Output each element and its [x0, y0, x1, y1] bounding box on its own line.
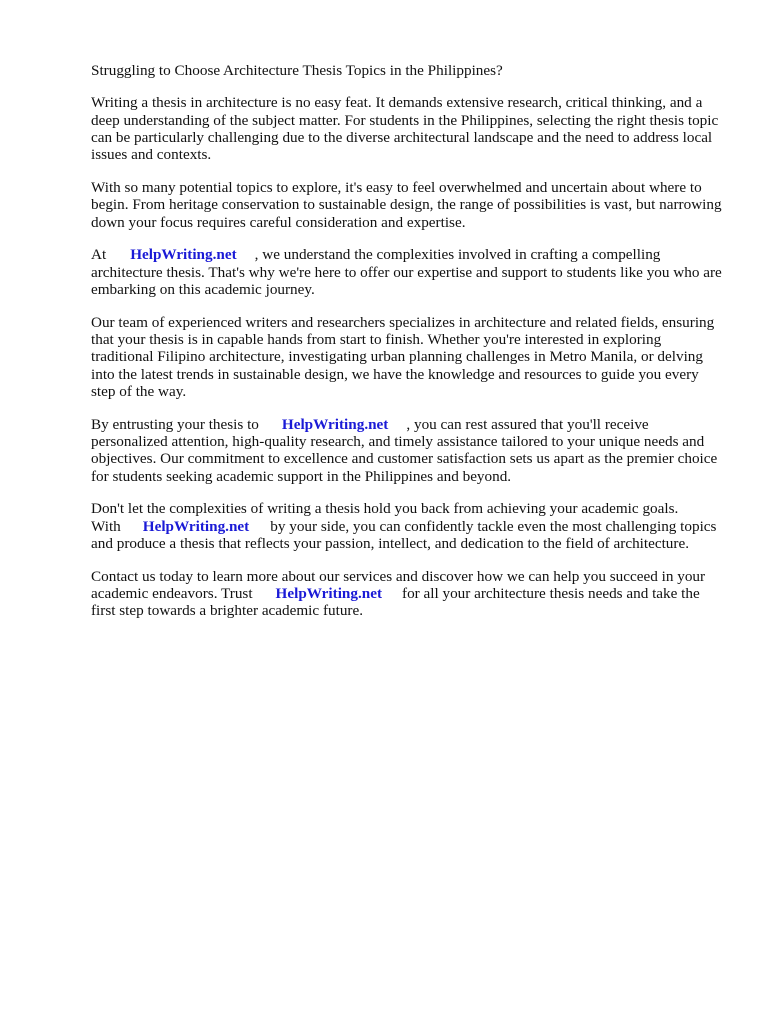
paragraph-text: , you can rest assured that you'll receive personalized attention, high-quality research, and timely assistance tailored to your unique needs and objectives. Our commitment to excellence and customer satisfaction sets us apart as the premier choice for students seeking academic support in the Philippines and beyond. — [91, 415, 718, 485]
paragraph-contact — [91, 568, 723, 620]
paragraph-team: Our team of experienced writers and researchers specializes in architecture and related fields, ensuring that your thesis is in capable hands from start to finish. Whether you're interested in exploring traditional Filipino architecture, investigating urban planning challenges in Metro Manila, or delving into the latest trends in sustainable design, we have the knowledge and resources to guide you every step of the way. — [91, 313, 715, 400]
helpwriting-link[interactable]: HelpWriting.net — [142, 517, 250, 535]
paragraph-topics: With so many potential topics to explore, it's easy to feel overwhelmed and uncertain about where to begin. From heritage conservation to sustainable design, the range of possibilities is vast, but narrowing down your focus requires careful consideration and expertise. — [91, 178, 722, 231]
paragraph-text: Contact us today to learn more about our services and discover how we can help you succeed in your academic endeavors. Trust — [91, 567, 706, 603]
document-body — [91, 62, 723, 635]
paragraph-text: , we understand the complexities involved in crafting a compelling architecture thesis. That's why we're here to offer our expertise and support to students like you who are embarking on this academic journey. — [91, 246, 722, 298]
paragraph-entrusting — [91, 416, 723, 485]
paragraph-text: By entrusting your thesis to — [91, 415, 259, 433]
helpwriting-link[interactable]: HelpWriting.net — [281, 415, 389, 433]
paragraph-text: for all your architecture thesis needs and take the first step towards a brighter academic future. — [91, 585, 700, 620]
document-title: Struggling to Choose Architecture Thesis Topics in the Philippines? — [91, 62, 503, 79]
paragraph-intro: Writing a thesis in architecture is no easy feat. It demands extensive research, critical thinking, and a deep understanding of the subject matter. For students in the Philippines, selecting the right thesis topic can be particularly challenging due to the diverse architectural landscape and the need to address local issues and contexts. — [91, 94, 719, 164]
paragraph-text: At — [91, 246, 107, 264]
paragraph-goals — [91, 500, 723, 552]
paragraph-text: by your side, you can confidently tackle even the most challenging topics and produce a thesis that reflects your passion, intellect, and dedication to the field of architecture. — [91, 517, 717, 553]
helpwriting-link[interactable]: HelpWriting.net — [275, 585, 383, 603]
paragraph-understand — [91, 246, 723, 298]
helpwriting-link[interactable]: HelpWriting.net — [130, 246, 237, 264]
paragraph-text: Don't let the complexities of writing a thesis hold you back from achieving your academic goals. With — [91, 500, 679, 535]
